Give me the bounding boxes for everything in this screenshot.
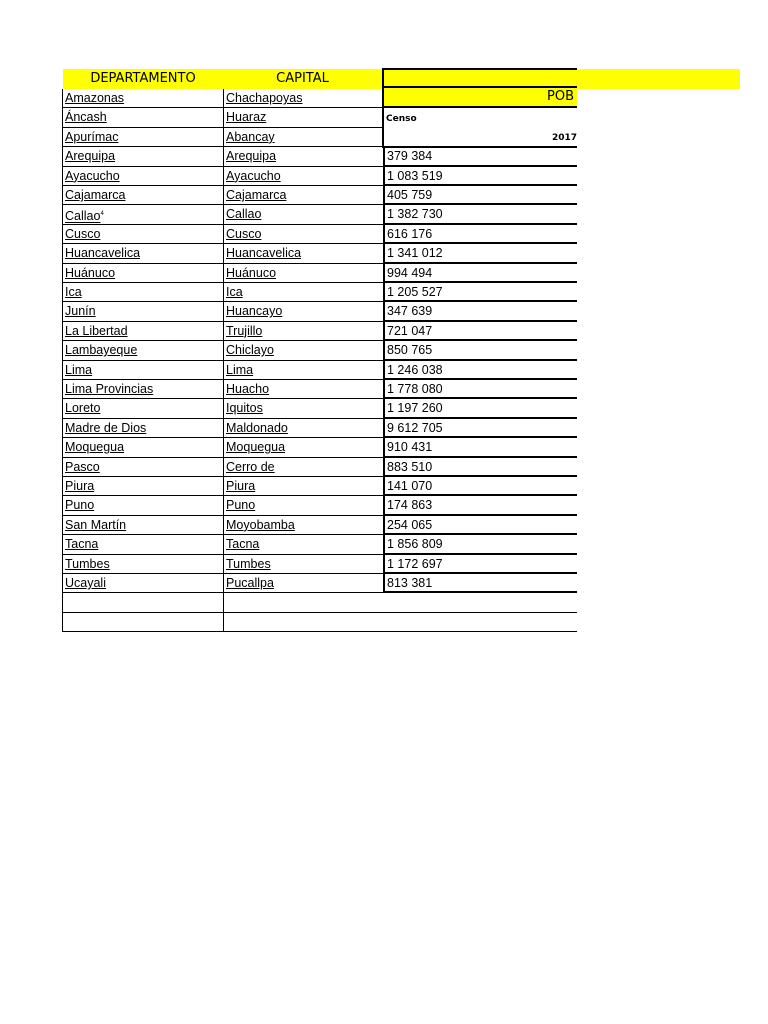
capital-link[interactable]: Arequipa	[226, 149, 277, 164]
cell-departamento[interactable]	[62, 89, 223, 108]
cell-poblacion[interactable]: 1 382 730	[383, 205, 577, 224]
cell-departamento[interactable]	[62, 225, 223, 244]
cell-capital[interactable]	[223, 244, 383, 263]
capital-link[interactable]: Piura	[226, 479, 256, 493]
table-row	[62, 205, 577, 224]
capital-link[interactable]: Puno	[226, 498, 256, 513]
table-row	[62, 128, 577, 147]
header-fill-right	[577, 69, 740, 89]
departamento-link[interactable]: Arequipa	[65, 149, 116, 164]
cell-capital[interactable]	[223, 496, 383, 515]
table-row	[62, 302, 577, 321]
departamento-link[interactable]: San Martín	[65, 517, 127, 532]
table-row	[62, 555, 577, 574]
cell-capital[interactable]	[223, 225, 383, 244]
empty-cell-merged[interactable]	[223, 593, 577, 612]
cell-poblacion[interactable]: 9 612 705	[383, 419, 577, 438]
departamento-link[interactable]: Cusco	[65, 226, 101, 241]
departamento-link[interactable]: Cajamarca	[65, 188, 126, 202]
cell-poblacion[interactable]: 1 778 080	[383, 380, 577, 399]
cell-capital[interactable]	[223, 380, 383, 399]
departamento-link[interactable]: Ica	[65, 285, 82, 299]
empty-row	[62, 593, 577, 612]
cell-poblacion[interactable]: 141 070	[383, 477, 577, 496]
capital-link[interactable]: Lima	[226, 362, 254, 377]
cell-departamento[interactable]	[62, 108, 223, 127]
table-row	[62, 419, 577, 438]
departamento-link[interactable]: Ayacucho	[65, 168, 120, 183]
cell-poblacion[interactable]: 813 381	[383, 574, 577, 593]
empty-cell-merged[interactable]	[223, 613, 577, 632]
table-row	[62, 283, 577, 302]
cell-poblacion[interactable]: 347 639	[383, 302, 577, 321]
cell-departamento[interactable]	[62, 147, 223, 166]
departamento-link[interactable]: La Libertad	[65, 323, 128, 338]
cell-departamento[interactable]	[62, 399, 223, 418]
capital-link[interactable]: Cajamarca	[226, 188, 287, 202]
cell-departamento[interactable]	[62, 128, 223, 147]
capital-link[interactable]: Ica	[226, 285, 243, 299]
capital-link[interactable]: Moquegua	[226, 440, 286, 455]
population-header-label: POB	[547, 89, 574, 104]
capital-link[interactable]: Cusco	[226, 226, 262, 241]
cell-capital[interactable]	[223, 302, 383, 321]
cell-departamento[interactable]	[62, 574, 223, 593]
cell-poblacion[interactable]: 883 510	[383, 458, 577, 477]
table-row	[62, 341, 577, 360]
table-row	[62, 516, 577, 535]
table-row	[62, 477, 577, 496]
table-row	[62, 399, 577, 418]
footnote-marker: 4	[100, 211, 104, 218]
capital-link[interactable]: Trujillo	[226, 323, 263, 338]
cell-departamento[interactable]	[62, 322, 223, 341]
capital-link[interactable]: Maldonado	[226, 420, 288, 435]
cell-capital[interactable]	[223, 535, 383, 554]
cell-capital[interactable]	[223, 186, 383, 205]
departamento-link[interactable]: Tacna	[65, 537, 99, 552]
departamento-link[interactable]: Lambayeque	[65, 343, 138, 358]
capital-link[interactable]: Huacho	[226, 382, 270, 396]
table-row	[62, 380, 577, 399]
cell-capital[interactable]	[223, 283, 383, 302]
departamento-link[interactable]: Junín	[65, 304, 96, 319]
cell-capital[interactable]	[223, 574, 383, 593]
departamento-link[interactable]: Lima Provincias	[65, 382, 154, 396]
capital-link[interactable]: Huánuco	[226, 265, 277, 280]
table-row	[62, 535, 577, 554]
cell-departamento[interactable]	[62, 380, 223, 399]
cell-capital[interactable]	[223, 361, 383, 380]
cell-departamento[interactable]	[62, 477, 223, 496]
departamento-link[interactable]: Tumbes	[65, 556, 110, 571]
cell-capital[interactable]	[223, 399, 383, 418]
cell-capital[interactable]	[223, 128, 383, 147]
departamento-link[interactable]: Amazonas	[65, 91, 125, 105]
cell-departamento[interactable]	[62, 438, 223, 457]
departamento-link[interactable]: Lima	[65, 362, 93, 377]
cell-capital[interactable]	[223, 264, 383, 283]
table-row	[62, 458, 577, 477]
table-row	[62, 244, 577, 263]
cell-capital[interactable]	[223, 341, 383, 360]
table-row	[62, 574, 577, 593]
cell-poblacion[interactable]: 850 765	[383, 341, 577, 360]
capital-link[interactable]: Chachapoyas	[226, 91, 303, 105]
departamento-link[interactable]: Puno	[65, 498, 95, 513]
table-row	[62, 361, 577, 380]
table-row	[62, 438, 577, 457]
cell-poblacion[interactable]: 379 384	[383, 147, 577, 166]
cell-departamento[interactable]	[62, 302, 223, 321]
cell-poblacion[interactable]: 254 065	[383, 516, 577, 535]
cell-departamento[interactable]	[62, 341, 223, 360]
censo-year: 2017	[551, 133, 577, 143]
header-departamento: DEPARTAMENTO	[90, 71, 196, 86]
capital-link[interactable]: Ayacucho	[226, 168, 281, 183]
empty-cell-departamento[interactable]	[62, 593, 223, 612]
table-row	[62, 167, 577, 186]
table-row	[62, 225, 577, 244]
cell-poblacion[interactable]: 1 172 697	[383, 555, 577, 574]
cell-poblacion[interactable]: 1 856 809	[383, 535, 577, 554]
departamento-link[interactable]: Madre de Dios	[65, 420, 147, 435]
departamento-link[interactable]: Áncash	[65, 110, 107, 125]
departamento-link[interactable]: Callao	[65, 209, 101, 224]
cell-poblacion[interactable]: 616 176	[383, 225, 577, 244]
cell-departamento[interactable]	[62, 361, 223, 380]
cell-departamento[interactable]	[62, 496, 223, 515]
cell-capital[interactable]	[223, 322, 383, 341]
empty-cell-departamento[interactable]	[62, 613, 223, 632]
cell-poblacion[interactable]: 910 431	[383, 438, 577, 457]
cell-capital[interactable]	[223, 205, 383, 224]
departamento-link[interactable]: Moquegua	[65, 440, 125, 455]
cell-capital[interactable]	[223, 89, 383, 108]
censo-label: Censo	[386, 114, 417, 124]
capital-link[interactable]: Tumbes	[226, 556, 271, 571]
cell-departamento[interactable]	[62, 458, 223, 477]
population-header-top	[382, 68, 577, 88]
cell-poblacion[interactable]: 721 047	[383, 322, 577, 341]
capital-link[interactable]: Huancavelica	[226, 246, 302, 261]
cell-poblacion[interactable]: 405 759	[383, 186, 577, 205]
capital-link[interactable]: Chiclayo	[226, 343, 274, 358]
departamento-link[interactable]: Pasco	[65, 459, 100, 474]
capital-link[interactable]: Pucallpa	[226, 576, 274, 590]
cell-departamento[interactable]	[62, 535, 223, 554]
cell-departamento[interactable]	[62, 264, 223, 283]
cell-capital[interactable]	[223, 555, 383, 574]
cell-capital[interactable]	[223, 438, 383, 457]
table-row	[62, 322, 577, 341]
table-row	[62, 264, 577, 283]
departamento-link[interactable]: Loreto	[65, 401, 101, 416]
cell-poblacion[interactable]: 1 197 260	[383, 399, 577, 418]
departamento-link[interactable]: Huancavelica	[65, 246, 141, 261]
cell-capital[interactable]	[223, 477, 383, 496]
capital-link[interactable]: Huaraz	[226, 110, 267, 125]
capital-link[interactable]: Huancayo	[226, 304, 283, 319]
cell-capital[interactable]	[223, 516, 383, 535]
cell-departamento[interactable]	[62, 167, 223, 186]
table-row	[62, 496, 577, 515]
capital-link[interactable]: Cerro de	[226, 459, 275, 474]
cell-capital[interactable]	[223, 458, 383, 477]
departamento-link[interactable]: Apurímac	[65, 129, 119, 144]
cell-departamento[interactable]	[62, 244, 223, 263]
departamento-link[interactable]: Huánuco	[65, 265, 116, 280]
cell-departamento[interactable]	[62, 419, 223, 438]
cell-departamento[interactable]	[62, 205, 223, 224]
table-row	[62, 147, 577, 166]
capital-link[interactable]: Tacna	[226, 537, 260, 552]
cell-departamento[interactable]	[62, 555, 223, 574]
cell-poblacion[interactable]: 1 205 527	[383, 283, 577, 302]
capital-link[interactable]: Abancay	[226, 129, 275, 144]
table-row	[62, 186, 577, 205]
cell-capital[interactable]	[223, 108, 383, 127]
capital-link[interactable]: Callao	[226, 207, 262, 222]
header-capital: CAPITAL	[276, 71, 329, 86]
departamento-link[interactable]: Ucayali	[65, 576, 106, 590]
cell-poblacion[interactable]: 174 863	[383, 496, 577, 515]
capital-link[interactable]: Moyobamba	[226, 517, 295, 532]
table-row	[62, 89, 577, 108]
capital-link[interactable]: Iquitos	[226, 401, 263, 416]
cell-capital[interactable]	[223, 419, 383, 438]
table-row	[62, 108, 577, 127]
cell-poblacion[interactable]: 1 083 519	[383, 167, 577, 186]
cell-departamento[interactable]	[62, 186, 223, 205]
cell-departamento[interactable]	[62, 516, 223, 535]
cell-poblacion[interactable]: 1 341 012	[383, 244, 577, 263]
cell-poblacion[interactable]: 1 246 038	[383, 361, 577, 380]
empty-row	[62, 613, 577, 632]
cell-poblacion[interactable]: 994 494	[383, 264, 577, 283]
cell-departamento[interactable]	[62, 283, 223, 302]
cell-capital[interactable]	[223, 167, 383, 186]
cell-capital[interactable]	[223, 147, 383, 166]
departamento-link[interactable]: Piura	[65, 479, 95, 493]
